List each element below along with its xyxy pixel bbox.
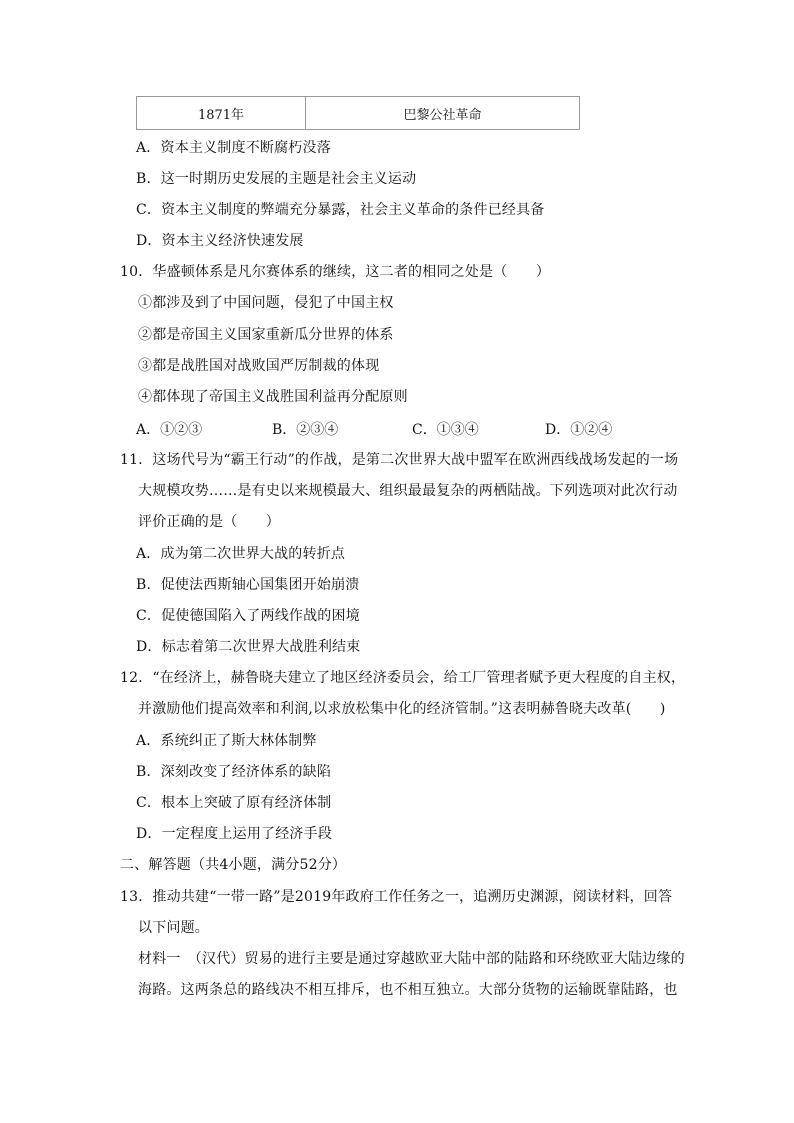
section-heading: 二、解答题（共4小题，满分52分） (120, 857, 347, 873)
q11-stem-line-2: 大规模攻势……是有史以来规模最大、组织最最复杂的两栖陆战。下列选项对此次行动 (138, 483, 678, 499)
q9-option-b: B．这一时期历史发展的主题是社会主义运动 (136, 171, 417, 187)
q11-option-a: A．成为第二次世界大战的转折点 (136, 546, 346, 562)
q11-option-b: B．促使法西斯轴心国集团开始崩溃 (136, 577, 360, 593)
q10-option-d: D．①②④ (545, 422, 613, 438)
table-row (137, 97, 580, 130)
table-cell-event: 巴黎公社革命 (306, 97, 580, 130)
table-cell-year: 1871年 (137, 97, 306, 130)
q10-statement-1: ①都涉及到了中国问题，侵犯了中国主权 (138, 295, 394, 311)
q10-statement-3: ③都是战胜国对战败国严厉制裁的体现 (138, 358, 380, 374)
q13-stem-line-1: 13．推动共建“一带一路”是2019年政府工作任务之一，追溯历史渊源，阅读材料，回答 (120, 889, 673, 905)
q11-stem-line-1: 11．这场代号为“霸王行动”的作战，是第二次世界大战中盟军在欧洲西线战场发起的一场 (120, 452, 679, 468)
q13-material-line-2: 海路。这两条总的路线决不相互排斥，也不相互独立。大部分货物的运输既靠陆路，也 (138, 982, 678, 998)
q11-option-c: C．促使德国陷入了两线作战的困境 (136, 608, 360, 624)
q13-material-line-1: 材料一 （汉代）贸易的进行主要是通过穿越欧亚大陆中部的陆路和环绕欧亚大陆边缘的 (138, 951, 685, 967)
q9-option-a: A．资本主义制度不断腐朽没落 (136, 140, 331, 156)
q12-option-d: D．一定程度上运用了经济手段 (136, 826, 333, 842)
q10-options (136, 419, 626, 439)
q10-option-b: B．②③④ (272, 422, 339, 438)
q10-option-c: C．①③④ (412, 422, 479, 438)
q10-statement-2: ②都是帝国主义国家重新瓜分世界的体系 (138, 327, 394, 343)
q10-statement-4: ④都体现了帝国主义战胜国利益再分配原则 (138, 389, 408, 405)
q10-stem: 10．华盛顿体系是凡尔赛体系的继续，这二者的相同之处是（ ） (120, 264, 551, 280)
q9-option-d: D．资本主义经济快速发展 (136, 233, 304, 249)
q12-stem-line-2: 并激励他们提高效率和利润,以求放松集中化的经济管制。”这表明赫鲁晓夫改革( ) (138, 701, 666, 717)
q13-stem-line-2: 以下问题。 (138, 920, 209, 936)
event-table (136, 96, 580, 130)
q9-option-c: C．资本主义制度的弊端充分暴露，社会主义革命的条件已经具备 (136, 202, 545, 218)
q12-option-a: A．系统纠正了斯大林体制弊 (136, 733, 317, 749)
q11-stem-line-3: 评价正确的是（ ） (138, 514, 280, 530)
q12-stem-line-1: 12．“在经济上，赫鲁晓夫建立了地区经济委员会，给工厂管理者赋予更大程度的自主权， (120, 670, 686, 686)
q12-option-b: B．深刻改变了经济体系的缺陷 (136, 764, 332, 780)
q12-option-c: C．根本上突破了原有经济体制 (136, 795, 332, 811)
q11-option-d: D．标志着第二次世界大战胜利结束 (136, 639, 361, 655)
q10-option-a: A．①②③ (136, 422, 203, 438)
